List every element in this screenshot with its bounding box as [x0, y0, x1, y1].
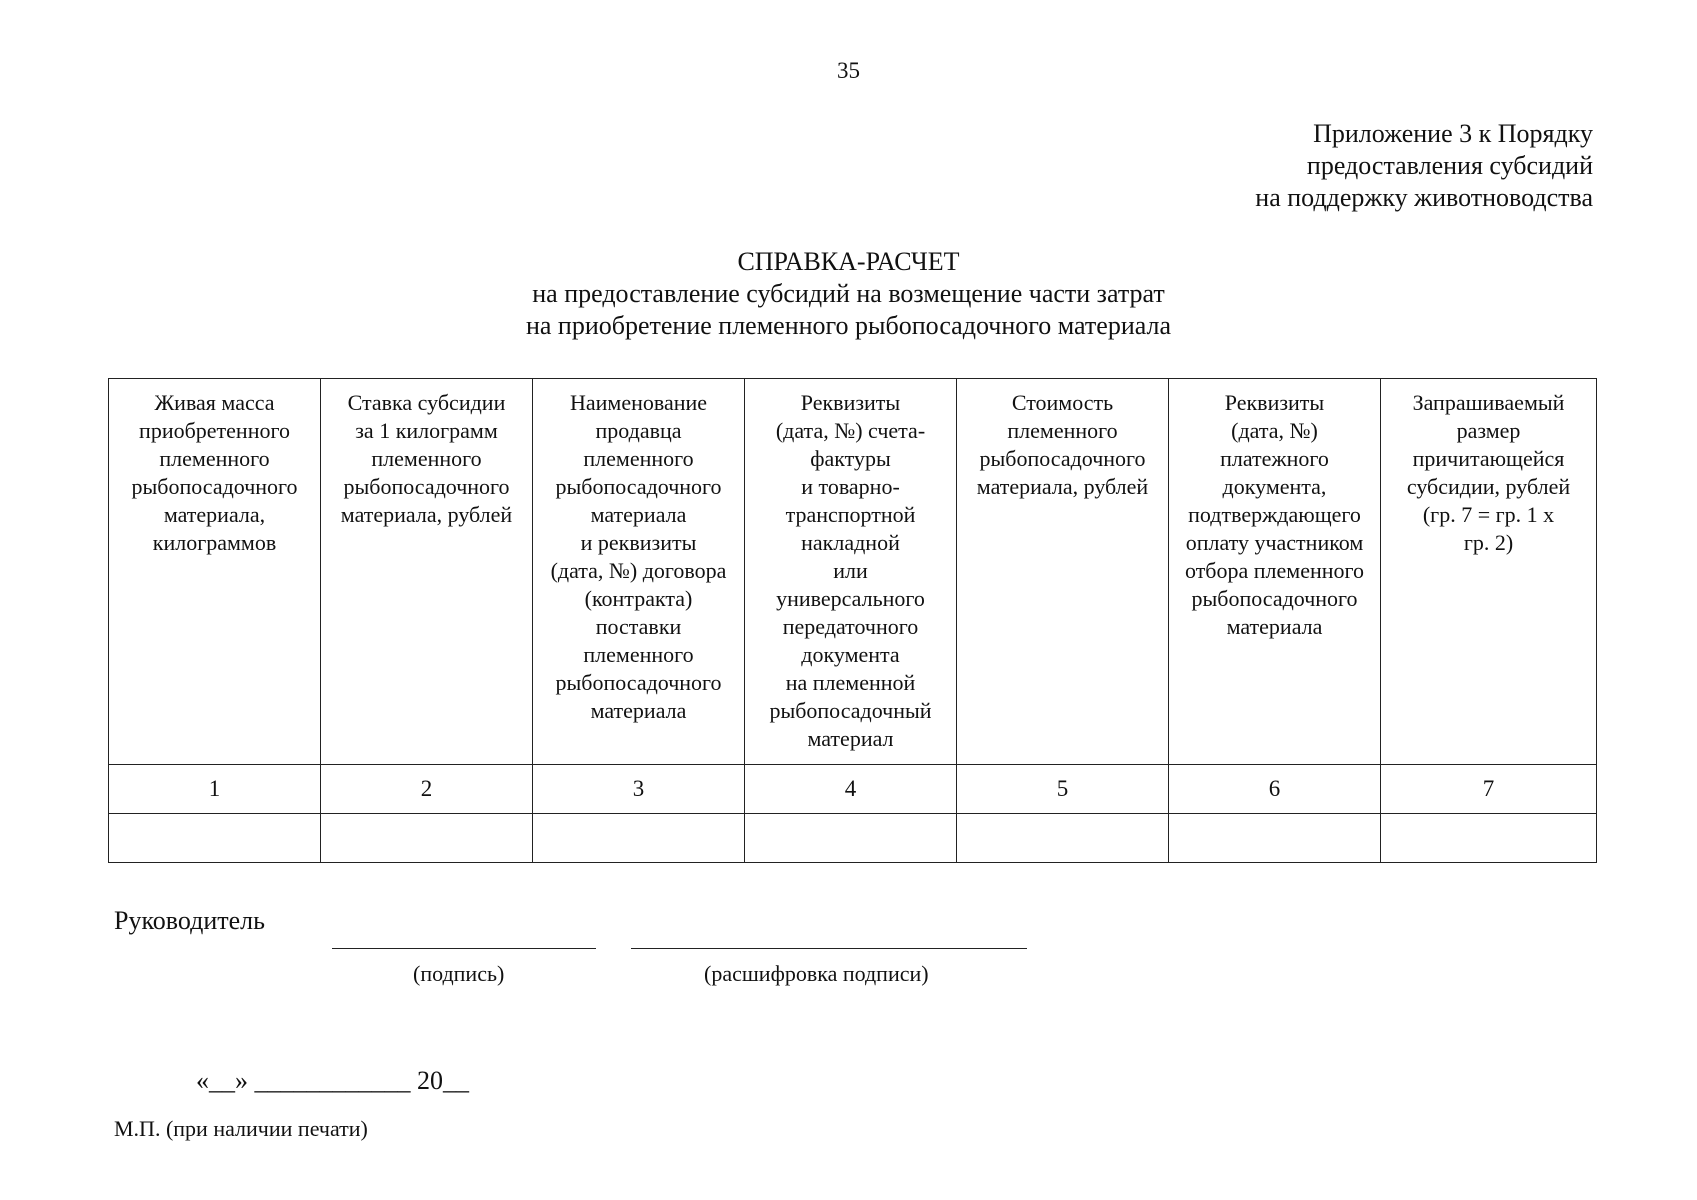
title-subtitle-line: на приобретение племенного рыбопосадочного материала — [525, 311, 1172, 340]
calculation-table — [108, 378, 1597, 863]
title-main: СПРАВКА-РАСЧЕТ — [737, 247, 960, 276]
signature-caption: (подпись) — [413, 961, 505, 986]
column-number: 2 — [321, 765, 533, 814]
signature-decoding-line — [631, 948, 1027, 949]
appendix-line: Приложение 3 к Порядку — [1313, 119, 1593, 148]
column-number: 6 — [1169, 765, 1381, 814]
header-cell-seller-contract: Наименование продавца племенного рыбопосадочного материала и реквизиты (дата, №) договора (контракта) поставки племенного рыбопосадочного материала — [533, 379, 745, 765]
stamp-label: М.П. (при наличии печати) — [114, 1116, 368, 1141]
signature-decoding-caption: (расшифровка подписи) — [704, 961, 929, 986]
appendix-line: на поддержку животноводства — [1255, 183, 1593, 212]
column-number: 7 — [1381, 765, 1597, 814]
appendix-note — [1255, 118, 1593, 214]
header-cell-live-mass: Живая масса приобретенного племенного рыбопосадочного материала, килограммов — [109, 379, 321, 765]
table-column-number-row — [109, 765, 1597, 814]
table-cell-empty — [109, 814, 321, 863]
column-number: 1 — [109, 765, 321, 814]
table-data-row — [109, 814, 1597, 863]
column-number: 4 — [745, 765, 957, 814]
header-cell-subsidy-rate: Ставка субсидии за 1 килограмм племенного рыбопосадочного материала, рублей — [321, 379, 533, 765]
header-cell-payment-details: Реквизиты (дата, №) платежного документа, подтверждающего оплату участником отбора племенного рыбопосадочного материала — [1169, 379, 1381, 765]
header-cell-invoice-details: Реквизиты (дата, №) счета- фактуры и товарно- транспортной накладной или универсального передаточного документа на племенной рыбопосадочный материал — [745, 379, 957, 765]
appendix-line: предоставления субсидий — [1306, 151, 1593, 180]
signer-label: Руководитель — [114, 906, 265, 935]
table-cell-empty — [1169, 814, 1381, 863]
table-header-row — [109, 379, 1597, 765]
header-cell-requested-subsidy: Запрашиваемый размер причитающейся субсидии, рублей (гр. 7 = гр. 1 x гр. 2) — [1381, 379, 1597, 765]
table-cell-empty — [1381, 814, 1597, 863]
title-subtitle-line: на предоставление субсидий на возмещение части затрат — [532, 279, 1165, 308]
table-cell-empty — [533, 814, 745, 863]
table-cell-empty — [745, 814, 957, 863]
header-cell-material-cost: Стоимость племенного рыбопосадочного материала, рублей — [957, 379, 1169, 765]
signature-line — [332, 948, 596, 949]
table-cell-empty — [957, 814, 1169, 863]
column-number: 3 — [533, 765, 745, 814]
date-line: «__» ____________ 20__ — [196, 1066, 469, 1095]
column-number: 5 — [957, 765, 1169, 814]
document-title — [0, 246, 1697, 342]
table-cell-empty — [321, 814, 533, 863]
page-number: 35 — [837, 58, 860, 83]
